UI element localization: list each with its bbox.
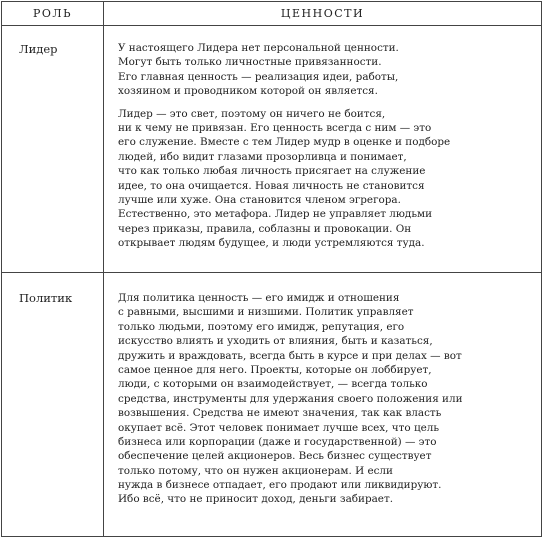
text-line: что как только любая личность присягает на служение	[118, 165, 426, 178]
values-table	[1, 1, 542, 537]
text-line: лучше или хуже. Она становится членом эгрегора.	[118, 193, 401, 206]
text-line: окупает всё. Этот человек понимает лучше всех, что цель	[118, 421, 440, 434]
text-line: дружить и враждовать, всегда быть в курсе и при делах — вот	[118, 349, 462, 362]
text-line: У настоящего Лидера нет персональной ценности.	[118, 42, 399, 54]
text-line: люди, с которыми он взаимодействует, — всегда только	[118, 378, 428, 391]
text-line: Лидер — это свет, поэтому он ничего не боится,	[118, 107, 386, 120]
text-line: идее, то она очищается. Новая личность не становится	[118, 179, 425, 192]
text-line: Его главная ценность — реализация идеи, работы,	[118, 70, 399, 83]
text-line: искусство влиять и уходить от влияния, быть и казаться,	[118, 335, 433, 348]
text-line: Для политика ценность — его имидж и отношения	[118, 292, 400, 304]
text-line: открывает людям будущее, и люди устремляются туда.	[118, 237, 425, 250]
header-values: ЦЕННОСТИ	[280, 7, 365, 20]
values-leader	[118, 41, 536, 250]
header-divider	[2, 25, 541, 26]
text-line: только людьми, поэтому его имидж, репутация, его	[118, 320, 405, 333]
text-line: Могут быть только личностные привязанности.	[118, 56, 382, 69]
paragraph-gap	[118, 99, 536, 107]
text-line: хозяином и проводником которой он является.	[118, 85, 378, 98]
column-divider	[103, 2, 104, 536]
row-divider	[2, 272, 541, 273]
text-line: возвышения. Средства не имеют значения, так как власть	[118, 407, 442, 420]
text-line: бизнеса или корпорации (даже и государственной) — это	[118, 435, 437, 448]
text-line: самое ценное для него. Проекты, которые он лоббирует,	[118, 363, 432, 376]
text-line: обеспечение целей акционеров. Весь бизнес существует	[118, 450, 432, 463]
text-line: ни к чему не привязан. Его ценность всегда с ним — это	[118, 121, 432, 134]
text-line: людей, ибо видит глазами прозорливца и понимает,	[118, 150, 407, 163]
text-line: нужда в бизнесе отпадает, его продают или ликвидируют.	[118, 479, 442, 492]
text-line: средства, инструменты для удержания своего положения или	[118, 392, 463, 405]
header-role: РОЛЬ	[32, 7, 72, 20]
text-line: его служение. Вместе с тем Лидер мудр в оценке и подборе	[118, 136, 451, 149]
role-politician: Политик	[19, 291, 73, 305]
text-line: с равными, высшими и низшими. Политик управляет	[118, 306, 414, 319]
role-leader: Лидер	[19, 42, 58, 56]
text-line: через приказы, правила, соблазны и провокации. Он	[118, 222, 412, 235]
values-politician	[118, 291, 536, 507]
text-line: только потому, что он нужен акционерам. И если	[118, 464, 393, 477]
text-line: Естественно, это метафора. Лидер не управляет людьми	[118, 208, 432, 221]
text-line: Ибо всё, что не приносит доход, деньги забирает.	[118, 493, 393, 506]
